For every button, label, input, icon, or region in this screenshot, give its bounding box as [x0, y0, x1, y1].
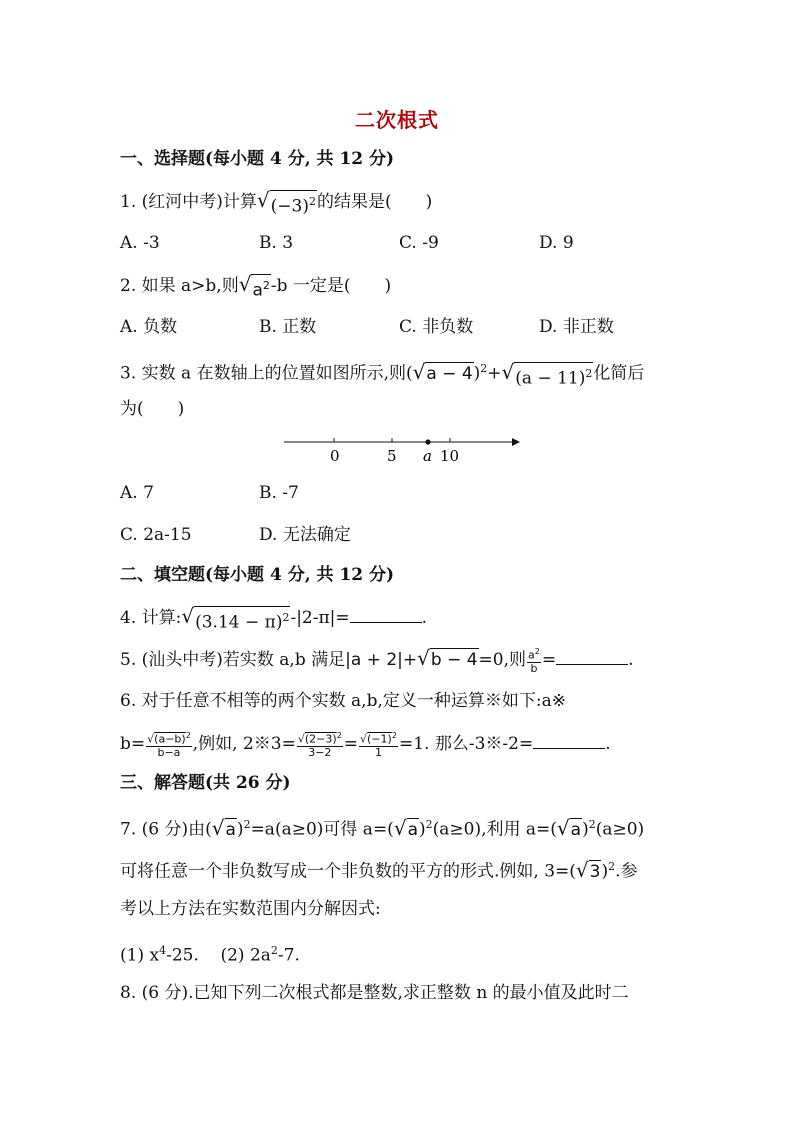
number-line-diagram [284, 432, 524, 466]
q2-option-d: D. 非正数 [539, 317, 614, 337]
q7-l4-sup: 4 [159, 944, 167, 957]
answer-blank[interactable] [350, 606, 422, 623]
q6-f3-den: 1 [374, 745, 382, 759]
q1-option-c: C. -9 [399, 233, 439, 253]
question-6-line2 [120, 730, 611, 759]
q6-b-eq: b= [120, 733, 146, 754]
q7-sup: 2 [588, 818, 596, 831]
q7-l1e: (a≥0),利用 a=( [432, 819, 557, 840]
section-2-heading: 二、填空题(每小题 4 分, 共 12 分) [120, 565, 395, 585]
q7-sup: 2 [425, 818, 433, 831]
q3-prefix: 3. 实数 a 在数轴上的位置如图所示,则( [120, 363, 413, 384]
q1-options [120, 230, 680, 256]
q5-plus: + [402, 650, 418, 670]
question-6-line1: 6. 对于任意不相等的两个实数 a,b,定义一种运算※如下:a※ [120, 691, 566, 711]
q4-end: . [421, 608, 428, 628]
section-1-heading: 一、选择题(每小题 4 分, 共 12 分) [120, 149, 395, 169]
q1-option-b: B. 3 [259, 233, 294, 253]
question-3 [120, 356, 644, 389]
q5-radicand: b − 4 [430, 650, 478, 670]
q5-abs: |a + 2| [345, 650, 403, 670]
fraction [527, 646, 541, 675]
q6-f2-sup: 2 [336, 731, 342, 740]
q3-suffix: 化简后 [593, 363, 645, 384]
q3-option-d: D. 无法确定 [259, 525, 351, 545]
section-3-heading: 三、解答题(共 26 分) [120, 773, 291, 793]
q3-option-b: B. -7 [259, 483, 299, 503]
sqrt-expression: √ $(a - 11)^2$ [501, 359, 593, 389]
label-0: 0 [330, 447, 340, 465]
fraction: $\frac{√(a-b)^2}{b-a}$ [147, 731, 191, 759]
q6-f2-den: 3−2 [308, 745, 332, 759]
q3-option-c: C. 2a-15 [120, 525, 192, 545]
q6-example: ,例如, 2※3= [192, 733, 296, 754]
fraction: $\frac{√(-1)^2}{1}$ [360, 731, 397, 759]
answer-blank[interactable] [533, 732, 605, 749]
q6-f1-sup: 2 [185, 731, 191, 740]
q3-option-a: A. 7 [120, 483, 154, 503]
q4-radicand: (3.14 − π) [195, 612, 283, 633]
q7-radicand: a [570, 819, 582, 840]
question-7-line3: 考以上方法在实数范围内分解因式: [120, 899, 381, 919]
q1-option-a: A. -3 [120, 233, 160, 253]
q7-l1f: ) [582, 819, 589, 840]
q1-close: ) [425, 192, 433, 212]
sqrt-expression: √ $(3.14 - \pi)^2$ [181, 604, 290, 633]
q2-radicand: a [252, 280, 263, 301]
q3-options-row1 [120, 480, 680, 506]
question-4 [120, 604, 427, 634]
q5-denominator: b [530, 661, 538, 675]
q6-eq: = [343, 733, 359, 754]
q2-option-c: C. 非负数 [399, 317, 474, 337]
q6-tail: =1. 那么-3※-2= [398, 733, 534, 754]
point-a-dot [425, 439, 430, 444]
q5-eq: = [541, 650, 557, 670]
q3-exponent-1: 2 [480, 362, 488, 375]
sqrt-expression: √ b − 4 [417, 646, 478, 670]
q6-f1-num: (a−b) [154, 732, 186, 746]
q5-end: . [628, 650, 634, 670]
q7-l4b: -25. (2) 2a [166, 945, 271, 966]
question-1 [120, 188, 432, 218]
q3-options-row2 [120, 522, 680, 548]
label-5: 5 [387, 447, 397, 465]
sqrt-expression: √ a [211, 815, 236, 840]
q4-exponent: 2 [282, 611, 290, 624]
q6-f3-sup: 2 [391, 731, 397, 740]
q7-l1g: (a≥0) [595, 819, 645, 840]
q7-radicand: a [225, 819, 236, 840]
q7-radicand-3: 3 [589, 861, 601, 882]
q2-exponent: 2 [262, 279, 270, 292]
q7-l2c: .参 [615, 861, 638, 882]
q2-options [120, 314, 680, 340]
q4-prefix: 4. 计算: [120, 608, 182, 628]
q6-end: . [605, 733, 611, 754]
q7-l2a: 可将任意一个非负数写成一个非负数的平方的形式.例如, 3=( [120, 861, 576, 882]
question-7-line4 [120, 938, 300, 969]
q1-exponent: 2 [308, 195, 316, 208]
q5-numerator: a [528, 648, 535, 662]
q7-l4-sup2: 2 [270, 944, 278, 957]
sqrt-expression: √ $(-3)^2$ [256, 188, 316, 217]
q5-mid: =0,则 [478, 650, 527, 670]
page-title: 二次根式 [355, 108, 439, 132]
q2-option-a: A. 负数 [120, 317, 178, 337]
q2-option-b: B. 正数 [259, 317, 317, 337]
q6-f2-num: (2−3) [304, 732, 337, 746]
q7-l1b: ) [236, 819, 244, 840]
fraction: $\frac{√(2-3)^2}{3-2}$ [297, 731, 342, 759]
q2-suffix: -b 一定是( [270, 276, 351, 296]
q4-suffix: -|2-π|= [290, 608, 350, 628]
sqrt-expression: √ a [556, 815, 582, 840]
q2-close: ) [384, 276, 392, 296]
q1-suffix: 的结果是( [316, 192, 392, 212]
question-8-line1: 8. (6 分).已知下列二次根式都是整数,求正整数 n 的最小值及此时二 [120, 983, 629, 1003]
q7-l2b: ) [601, 861, 609, 882]
q1-prefix: 1. (红河中考)计算 [120, 192, 257, 212]
q3-line2-close: ) [177, 399, 185, 419]
q2-prefix: 2. 如果 a>b,则 [120, 276, 239, 296]
q7-l1d: ) [419, 819, 426, 840]
q5-num-exponent: 2 [534, 647, 540, 657]
q3-line2-open: 为( [120, 399, 144, 419]
label-a: a [423, 447, 432, 465]
question-7-line1 [120, 812, 644, 843]
q3-mid: ) [473, 363, 481, 384]
answer-blank[interactable] [556, 648, 628, 665]
q7-l1c: =a(a≥0)可得 a=( [250, 819, 394, 840]
q7-l1a: 7. (6 分)由( [120, 819, 212, 840]
q7-l4: (1) x [120, 945, 160, 966]
question-7-line2 [120, 854, 638, 885]
label-10: 10 [440, 447, 460, 465]
question-3-line2 [120, 396, 184, 422]
sqrt-expression: √ $a^2$ [238, 272, 270, 301]
q1-radicand: (−3) [270, 196, 309, 217]
q3-plus: + [487, 363, 502, 384]
q3-radicand-1: a − 4 [426, 363, 473, 384]
q6-f3-num: (−1) [367, 732, 392, 746]
q3-exponent-2: 2 [585, 366, 593, 380]
sqrt-expression: √ a − 4 [412, 359, 473, 384]
arrow-icon [512, 438, 520, 446]
sqrt-expression: √ a [393, 815, 418, 840]
q1-option-d: D. 9 [539, 233, 574, 253]
q7-l4c: -7. [277, 945, 300, 966]
q6-f1-den: b−a [157, 745, 181, 759]
q7-sup: 2 [243, 818, 251, 831]
question-2 [120, 272, 391, 302]
sqrt-expression: √ 3 [575, 857, 601, 882]
question-5 [120, 646, 634, 675]
q7-sup: 2 [608, 860, 616, 873]
q3-radicand-2: (a − 11) [515, 368, 586, 389]
q7-radicand: a [407, 819, 418, 840]
q5-prefix: 5. (汕头中考)若实数 a,b 满足 [120, 650, 346, 670]
